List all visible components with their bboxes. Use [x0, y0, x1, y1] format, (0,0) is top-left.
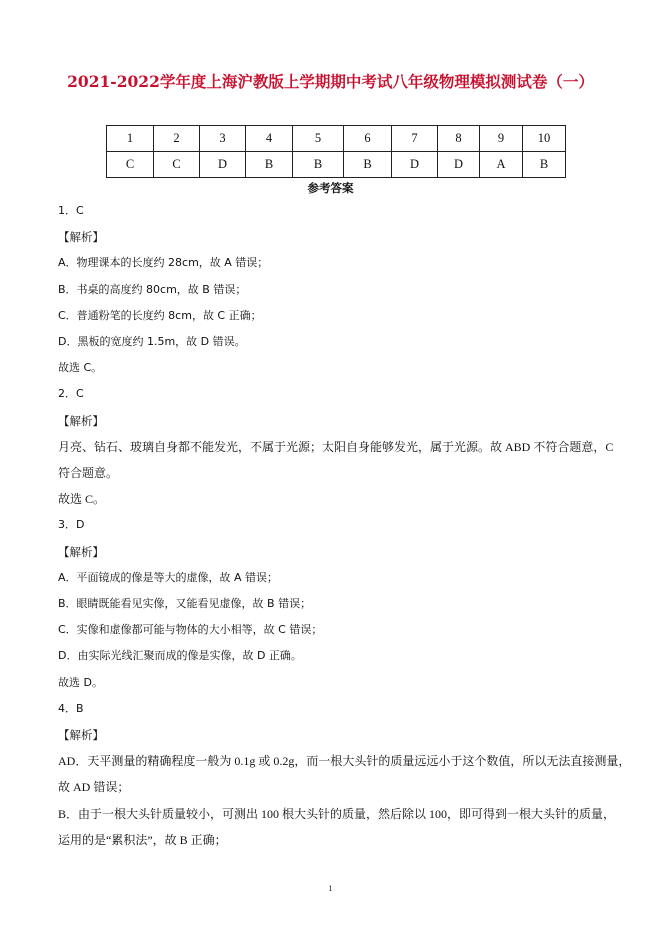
answer-cell: D: [392, 152, 438, 178]
explanation-line: D．黑板的宽度约 1.5m，故 D 错误。: [58, 335, 246, 349]
question-number-cell: 10: [523, 126, 566, 152]
explanation-line: 运用的是“累积法”，故 B 正确；: [58, 832, 227, 847]
answer-cell: D: [438, 152, 480, 178]
answer-cell: B: [344, 152, 392, 178]
explanation-line: B．眼睛既能看见实像，又能看见虚像，故 B 错误；: [58, 597, 312, 611]
question-number: 4．B: [58, 701, 84, 715]
analysis-heading: 【解析】: [58, 230, 104, 245]
analysis-heading: 【解析】: [58, 413, 104, 428]
question-number-cell: 2: [154, 126, 200, 152]
conclusion-line: 故选 C。: [58, 492, 106, 507]
question-number-cell: 7: [392, 126, 438, 152]
question-number-cell: 1: [107, 126, 154, 152]
page-title: 2021-2022学年度上海沪教版上学期期中考试八年级物理模拟测试卷（一）: [67, 72, 594, 91]
answer-table-answer-row: [107, 152, 566, 178]
answer-explanations: [58, 198, 631, 853]
question-number-cell: 3: [200, 126, 246, 152]
analysis-heading: 【解析】: [58, 544, 104, 559]
explanation-line: 符合题意。: [58, 466, 119, 481]
explanation-line: AD．天平测量的精确程度一般为 0.1g 或 0.2g，而一根大头针的质量远远小于这个数值，所以无法直接测量，: [58, 754, 631, 769]
table-caption: 参考答案: [307, 181, 354, 195]
question-number-cell: 8: [438, 126, 480, 152]
answer-cell: C: [154, 152, 200, 178]
answer-cell: A: [480, 152, 523, 178]
answer-table-number-row: [107, 126, 566, 152]
explanation-line: C．实像和虚像都可能与物体的大小相等，故 C 错误；: [58, 623, 323, 637]
question-number-cell: 6: [344, 126, 392, 152]
explanation-line: B．书桌的高度约 80cm，故 B 错误；: [58, 282, 247, 296]
question-number-cell: 4: [246, 126, 293, 152]
answer-table: [106, 125, 566, 178]
question-number: 3．D: [58, 518, 85, 532]
answer-cell: B: [523, 152, 566, 178]
analysis-heading: 【解析】: [58, 728, 104, 743]
explanation-line: B．由于一根大头针质量较小，可测出 100 根大头针的质量，然后除以 100，即可得到一根大头针的质量，: [58, 806, 616, 821]
answer-cell: B: [293, 152, 344, 178]
explanation-line: D．由实际光线汇聚而成的像是实像，故 D 正确。: [58, 649, 302, 663]
question-number: 2．C: [58, 387, 84, 401]
explanation-line: C．普通粉笔的长度约 8cm，故 C 正确；: [58, 308, 262, 322]
conclusion-line: 故选 C。: [58, 361, 103, 375]
answer-cell: D: [200, 152, 246, 178]
explanation-line: 月亮、钻石、玻璃自身都不能发光，不属于光源；太阳自身能够发光，属于光源。故 ABD 不符合题意，C: [58, 439, 614, 454]
answer-cell: B: [246, 152, 293, 178]
explanation-line: A．平面镜成的像是等大的虚像，故 A 错误；: [58, 570, 279, 584]
conclusion-line: 故选 D。: [58, 675, 103, 689]
explanation-line: A．物理课本的长度约 28cm，故 A 错误；: [58, 256, 269, 270]
question-number-cell: 5: [293, 126, 344, 152]
page-number: 1: [328, 884, 333, 893]
question-number-cell: 9: [480, 126, 523, 152]
answer-cell: C: [107, 152, 154, 178]
question-number: 1．C: [58, 204, 84, 217]
explanation-line: 故 AD 错误；: [58, 780, 130, 795]
